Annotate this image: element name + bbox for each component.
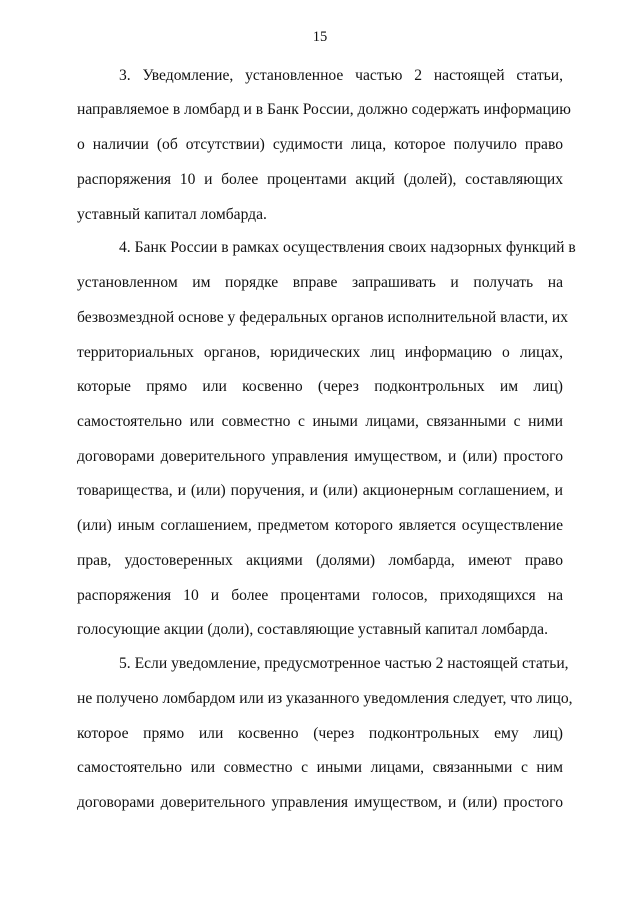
paragraph-line: самостоятельно или совместно с иными лицами, связанными с ними: [77, 413, 563, 430]
paragraph-line: голосующие акции (доли), составляющие уставный капитал ломбарда.: [77, 621, 548, 638]
paragraph-line: договорами доверительного управления имуществом, и (или) простого: [77, 794, 563, 811]
paragraph-line: которые прямо или косвенно (через подконтрольных им лиц): [77, 378, 563, 395]
paragraph-line: о наличии (об отсутствии) судимости лица, которое получило право: [77, 136, 563, 153]
page-number: 15: [312, 29, 328, 45]
paragraph-line: 4. Банк России в рамках осуществления своих надзорных функций в: [119, 239, 576, 256]
paragraph-line: распоряжения 10 и более процентами акций (долей), составляющих: [77, 171, 563, 188]
paragraph-line: 3. Уведомление, установленное частью 2 настоящей статьи,: [119, 67, 563, 84]
paragraph-line: которое прямо или косвенно (через подконтрольных ему лиц): [77, 725, 563, 742]
paragraph-line: самостоятельно или совместно с иными лицами, связанными с ним: [77, 759, 563, 776]
paragraph-line: (или) иным соглашением, предметом которого является осуществление: [77, 517, 563, 534]
paragraph-line: 5. Если уведомление, предусмотренное частью 2 настоящей статьи,: [119, 655, 569, 672]
paragraph-line: направляемое в ломбард и в Банк России, должно содержать информацию: [77, 101, 571, 118]
paragraph-line: распоряжения 10 и более процентами голосов, приходящихся на: [77, 587, 563, 604]
paragraph-line: договорами доверительного управления имуществом, и (или) простого: [77, 448, 563, 465]
paragraph-line: товарищества, и (или) поручения, и (или) акционерным соглашением, и: [77, 482, 563, 499]
paragraph-line: территориальных органов, юридических лиц информацию о лицах,: [77, 344, 563, 361]
paragraph-line: прав, удостоверенных акциями (долями) ломбарда, имеют право: [77, 552, 563, 569]
paragraph-line: установленном им порядке вправе запрашивать и получать на: [77, 274, 563, 291]
paragraph-line: уставный капитал ломбарда.: [77, 206, 267, 223]
paragraph-line: не получено ломбардом или из указанного уведомления следует, что лицо,: [77, 690, 573, 707]
paragraph-line: безвозмездной основе у федеральных органов исполнительной власти, их: [77, 309, 569, 326]
